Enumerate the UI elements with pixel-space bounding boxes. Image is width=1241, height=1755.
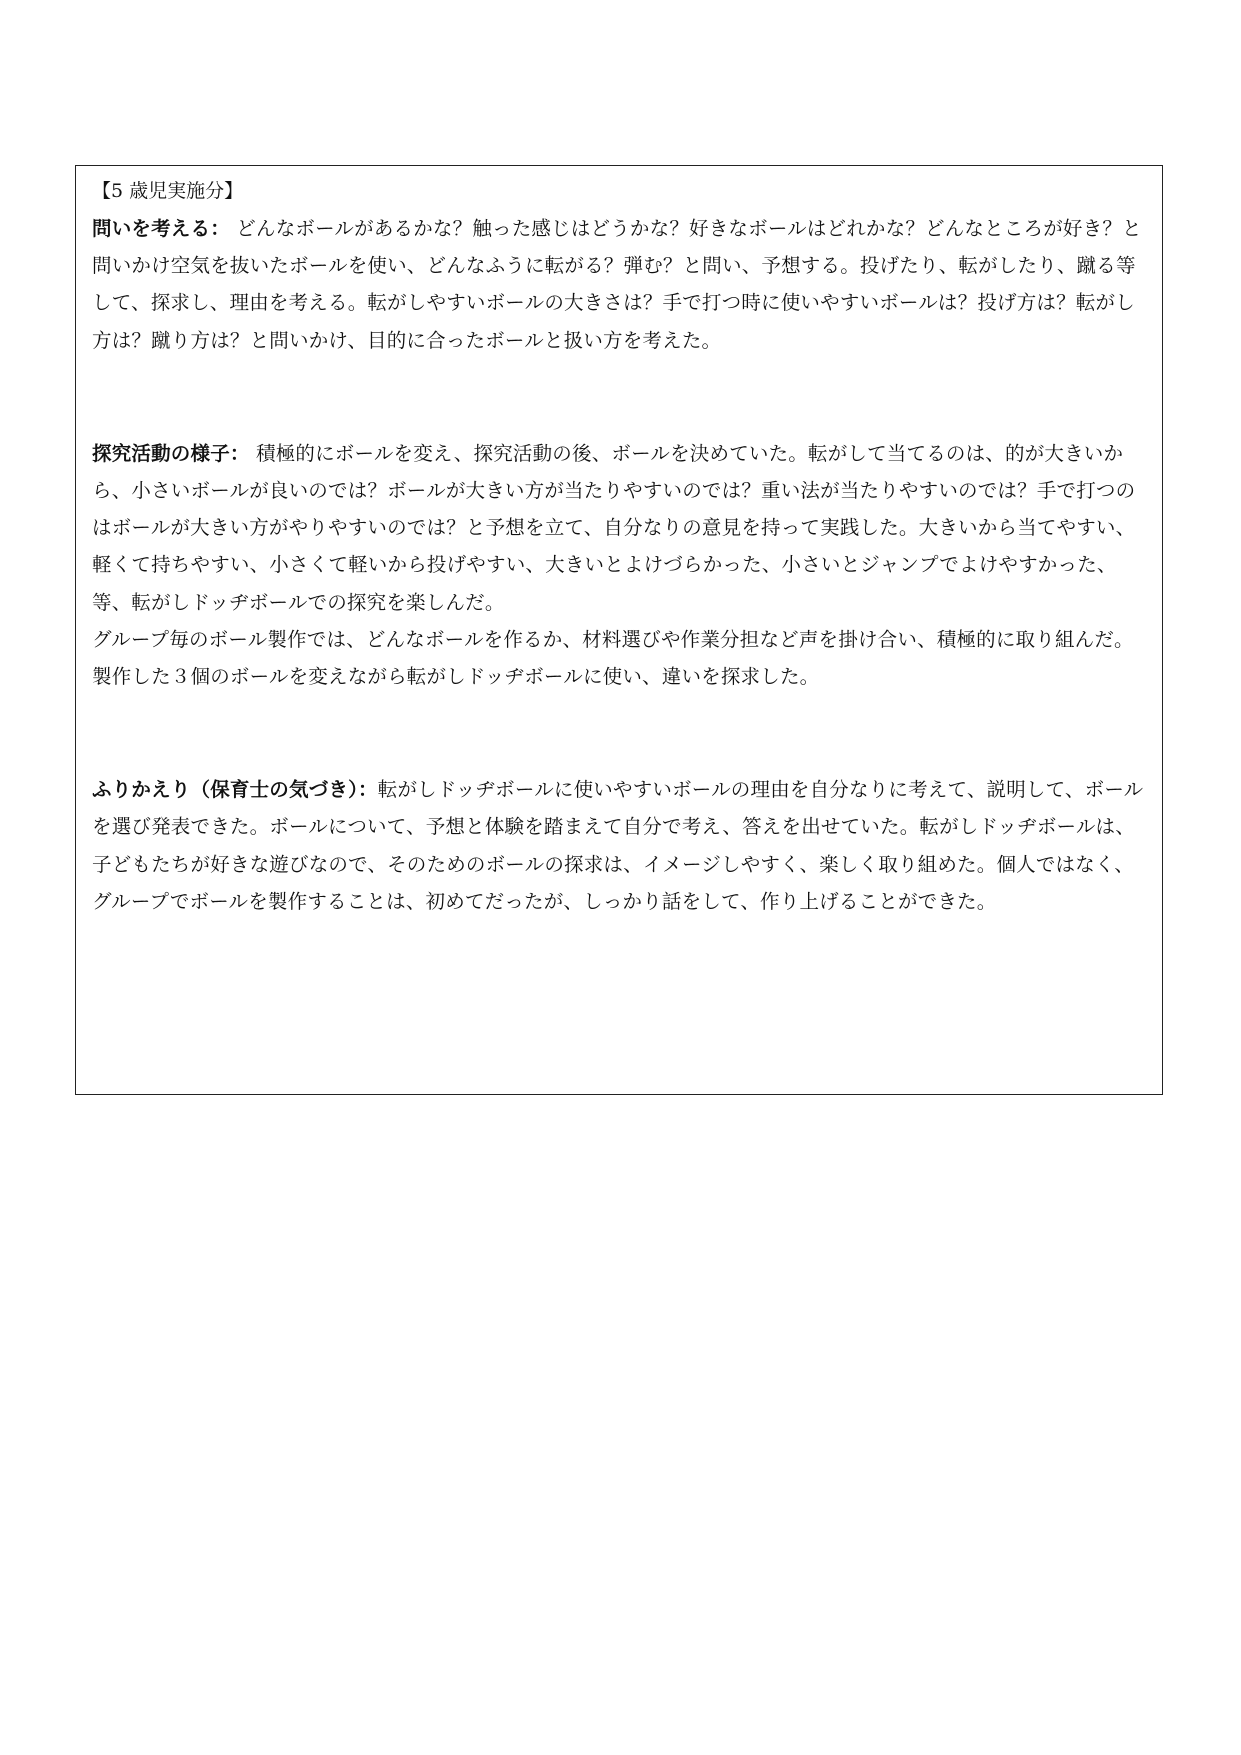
section-question-label: 問いを考える：: [92, 217, 230, 240]
section-activity-text: 積極的にボールを変え、探究活動の後、ボールを決めていた。転がして当てるのは、的が大きいから、小さいボールが良いのでは？ボールが大きい方が当たりやすいのでは？重い法が当たりやすいのでは？手で打つのはボールが大きい方がやりやすいのでは？と予想を立て、自分なりの意見を持って実践した。大きいから当てやすい、軽くて持ちやすい、小さくて軽いから投げやすい、大きいとよけづらかった、小さいとジャンプでよけやすかった、等、転がしドッヂボールでの探究を楽しんだ。: [92, 441, 1136, 614]
section-reflection: [92, 771, 1148, 920]
section-activity: [92, 435, 1148, 695]
section-reflection-text: 転がしドッヂボールに使いやすいボールの理由を自分なりに考えて、説明して、ボールを選び発表できた。ボールについて、予想と体験を踏まえて自分で考え、答えを出せていた。転がしドッヂボールは、子どもたちが好きな遊びなので、そのためのボールの探求は、イメージしやすく、楽しく取り組めた。個人ではなく、グループでボールを製作することは、初めてだったが、しっかり話をして、作り上げることができた。: [92, 778, 1144, 913]
section-activity-paragraph: [92, 435, 1148, 621]
section-activity-paragraph-2: グループ毎のボール製作では、どんなボールを作るか、材料選びや作業分担など声を掛け合い、積極的に取り組んだ。製作した３個のボールを変えながら転がしドッヂボールに使い、違いを探求した。: [92, 627, 1134, 689]
section-question-paragraph: [92, 210, 1148, 359]
section-reflection-label: ふりかえり（保育士の気づき）：: [92, 778, 378, 802]
box-heading: 【5 歳児実施分】: [92, 180, 244, 202]
section-activity-label: 探究活動の様子：: [92, 441, 250, 465]
report-box: [75, 165, 1163, 1095]
section-question-text: どんなボールがあるかな？触った感じはどうかな？好きなボールはどれかな？どんなところが好き？と問いかけ空気を抜いたボールを使い、どんなふうに転がる？弾む？と問い、予想する。投げたり、転がしたり、蹴る等して、探求し、理由を考える。転がしやすいボールの大きさは？手で打つ時に使いやすいボールは？投げ方は？転がし方は？蹴り方は？と問いかけ、目的に合ったボールと扱い方を考えた。: [92, 217, 1142, 352]
section-question: [92, 210, 1148, 359]
section-reflection-paragraph: [92, 771, 1148, 920]
